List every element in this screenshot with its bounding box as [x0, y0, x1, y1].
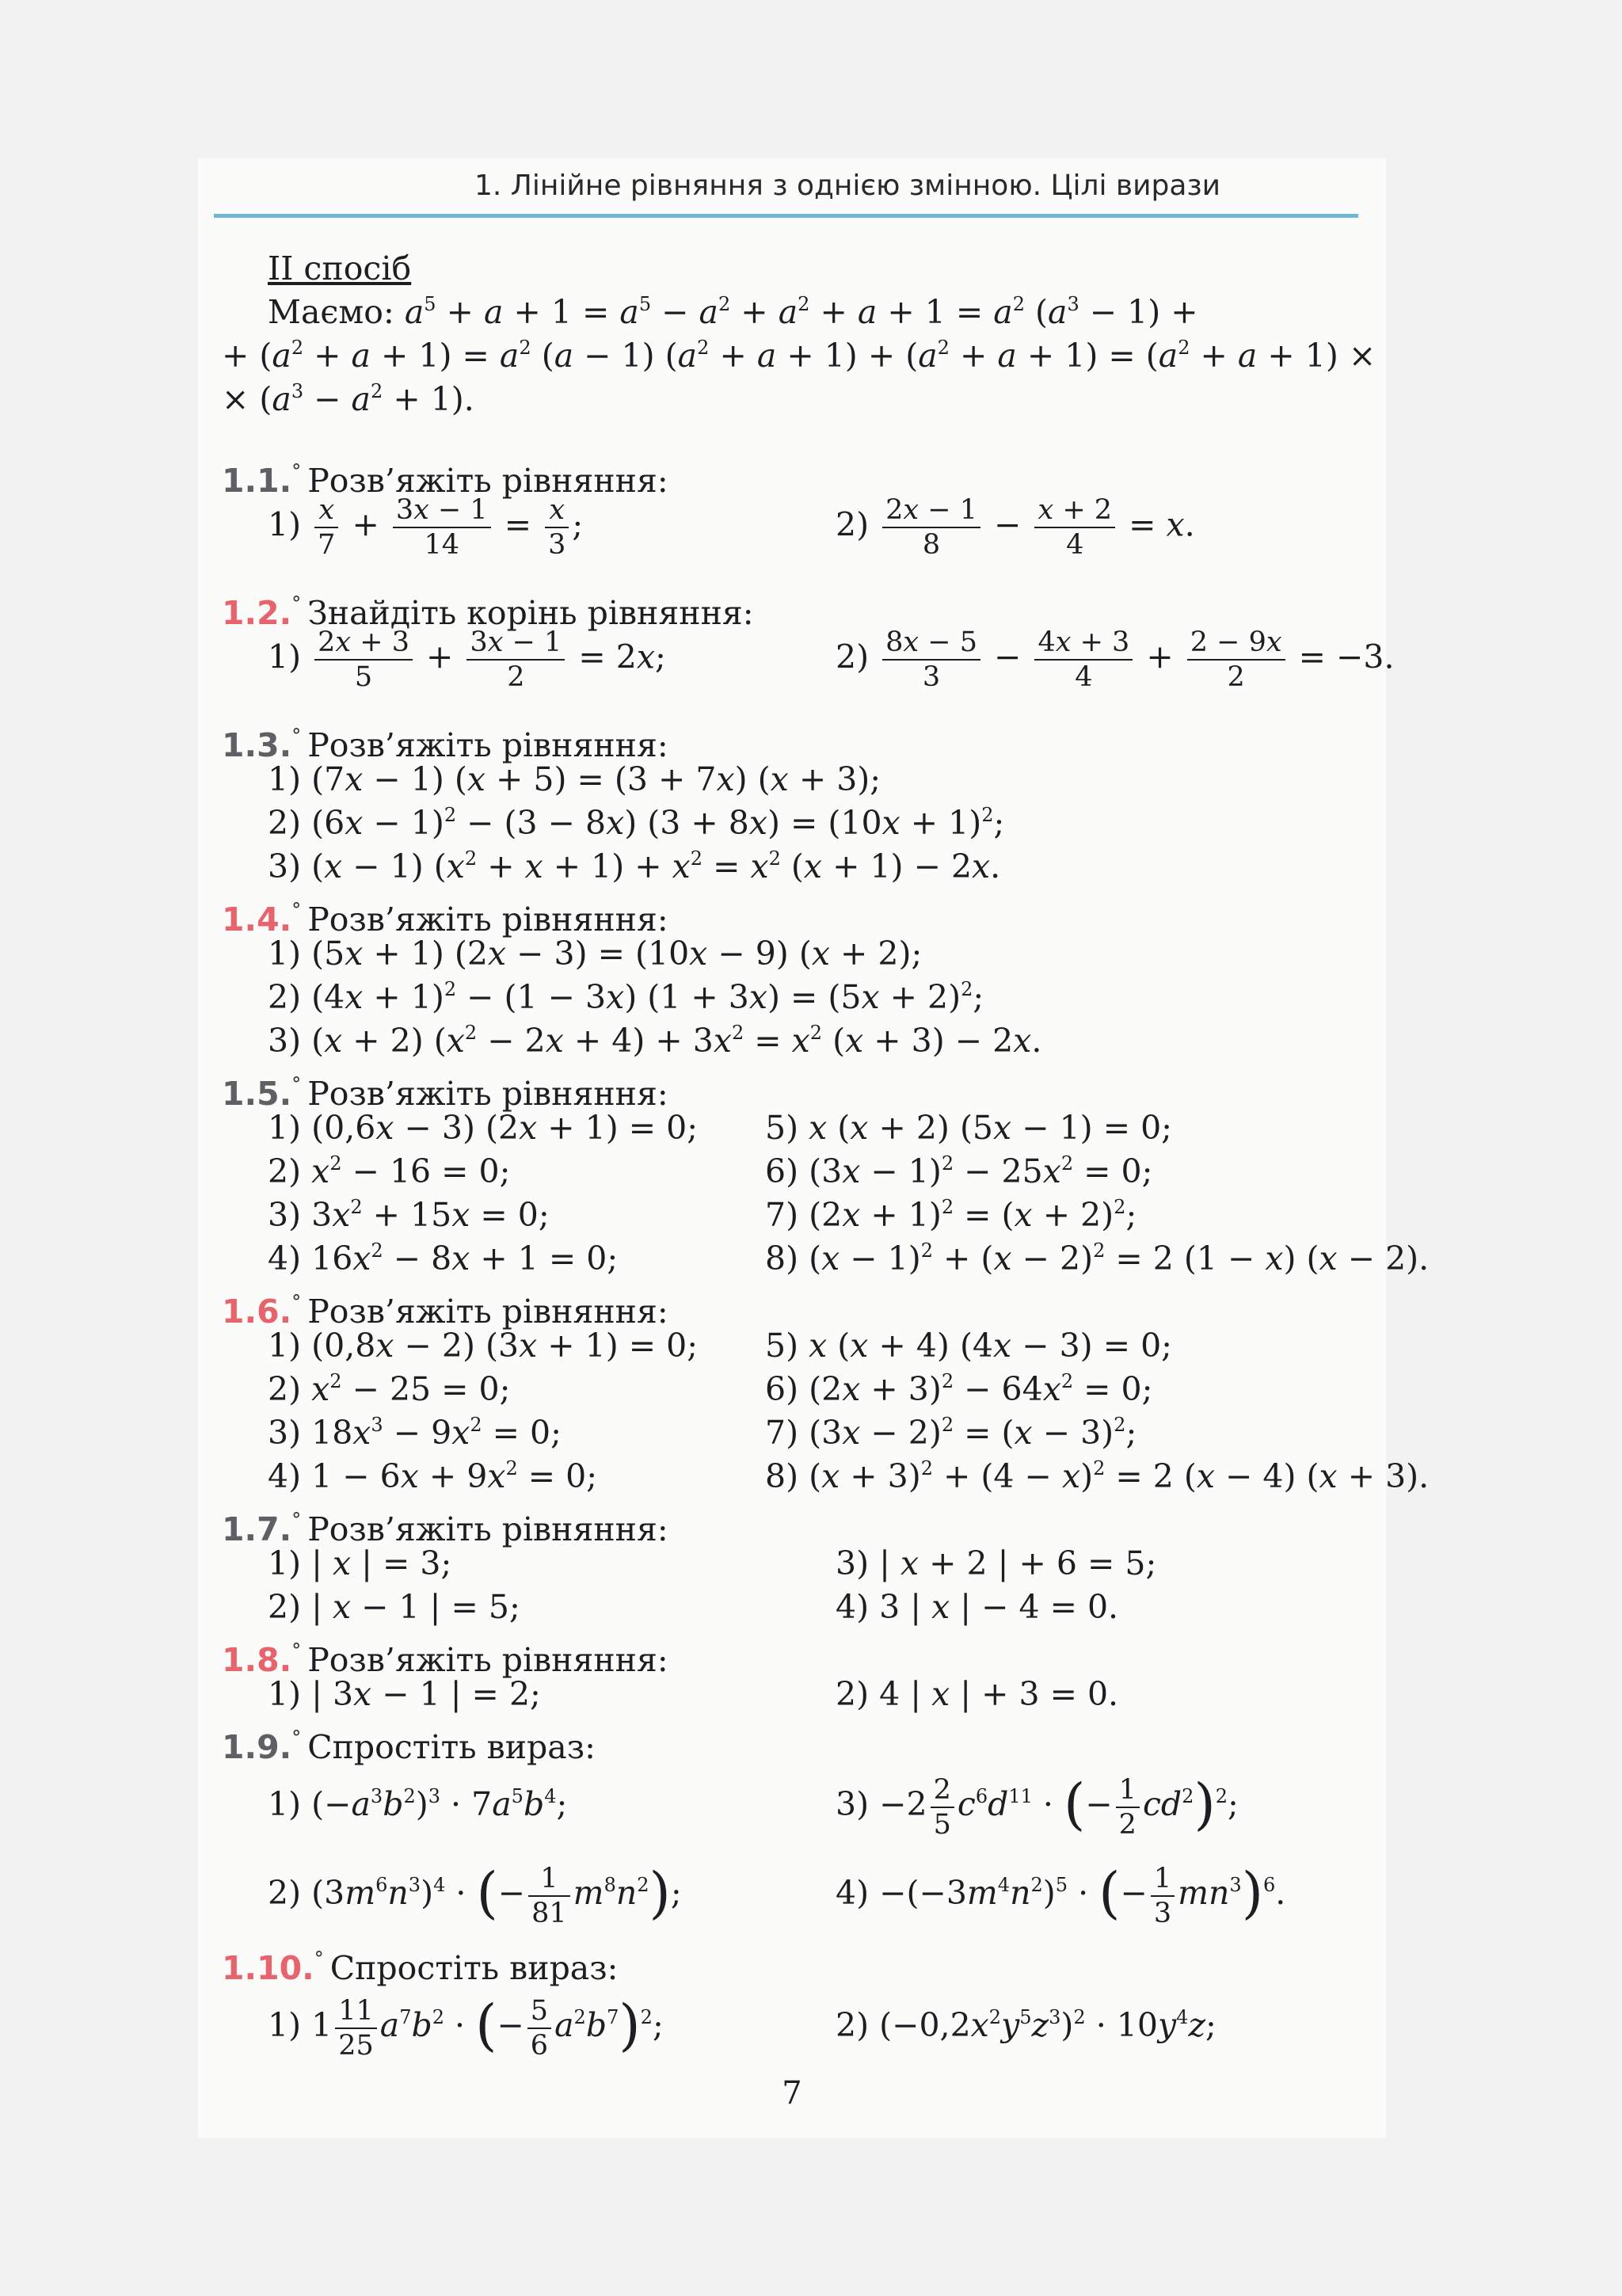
exercise-1-10: 1.10.° Спростіть вираз: [222, 1948, 619, 1987]
exercise-1-4: 1.4.° Розв’яжіть рівняння: [222, 899, 668, 939]
page-number: 7 [782, 2075, 802, 2111]
exercise-1-5: 1.5.° Розв’яжіть рівняння: [222, 1073, 668, 1113]
exercise-1-3-item-2: 2) $(6x - 1)^2 - (3 - 8x)$ $(3 + 8x) = (10x + 1)^2$; [268, 804, 1005, 842]
exercise-1-9: 1.9.° Спростіть вираз: [222, 1727, 596, 1766]
textbook-page [198, 158, 1430, 2138]
exercise-1-3-item-1: 1) (7x − 1) (x + 5) = (3 + 7x) (x + 3); [268, 760, 881, 798]
exercise-1-6-row-2: 2) $x^2 - 25 = 0$; 6) $(2x + 3)^2 - 64x^2 = 0$; [268, 1370, 1153, 1408]
method-line-2: + $(a^2 + a + 1) = a^2$ (a − 1) $(a^2 + a + 1) + (a^2 + a + 1) = (a^2 + a + 1)$ × [222, 337, 1376, 375]
exercise-1-3: 1.3.° Розв’яжіть рівняння: [222, 725, 668, 764]
exercise-1-5-row-4: 4) $16x^2 - 8x + 1 = 0$; 8) $(x - 1)^2 + (x - 2)^2 = 2$ (1 − x) (x − 2). [268, 1239, 1430, 1277]
exercise-1-1-items: 1) $\frac{x}{7}$ + $\frac{3x - 1}{14}$ = $\frac{x}{3}$ ; 2) $\frac{2x - 1}{8}$ − $\frac{x + 2}{4}$ = x. [268, 494, 1195, 561]
exercise-1-5-row-3: 3) $3x^2 + 15x = 0$; 7) $(2x + 1)^2 = (x + 2)^2$; [268, 1196, 1137, 1234]
exercise-1-5-row-2: 2) $x^2 - 16 = 0$; 6) $(3x - 1)^2 - 25x^2 = 0$; [268, 1152, 1153, 1190]
method-heading: II спосіб [268, 249, 412, 287]
exercise-1-7-row-1: 1) | x | = 3; 3) | x + 2 | + 6 = 5; [268, 1544, 1157, 1582]
exercise-1-7-row-2: 2) | x − 1 | = 5; 4) 3 | x | − 4 = 0. [268, 1588, 1119, 1626]
exercise-1-4-item-2: 2) $(4x + 1)^2 - (1 - 3x)$ $(1 + 3x) = (5x + 2)^2$; [268, 978, 984, 1016]
exercise-1-4-item-1: 1) (5x + 1) (2x − 3) = (10x − 9) (x + 2); [268, 935, 923, 973]
header-rule [214, 214, 1358, 218]
exercise-1-10-row-1: 1) 1 $\frac{11}{25}$ $a^7b^2$ · (− $\frac{5}{6}$ $a^2b^7)^2$; 2) $(-0,2x^2y^5z^3)^2 \cdot 10y^4z$; [268, 1993, 1216, 2062]
exercise-1-7: 1.7.° Розв’яжіть рівняння: [222, 1509, 668, 1548]
exercise-1-6: 1.6.° Розв’яжіть рівняння: [222, 1291, 668, 1331]
exercise-1-6-row-4: 4) $1 - 6x + 9x^2 = 0$; 8) $(x + 3)^2 + (4 - x)^2 = 2$ (x − 4) (x + 3). [268, 1457, 1430, 1495]
exercise-1-2-items: 1) $\frac{2x + 3}{5}$ + $\frac{3x - 1}{2}$ = 2x; 2) $\frac{8x - 5}{3}$ − $\frac{4x + 3}{4}$ + $\frac{2 - 9x}{2}$ = −3. [268, 626, 1395, 693]
exercise-1-9-row-1: 1) $(-a^3b^2)^3 \cdot 7a^5b^4$; 3) −2 $\frac{2}{5}$ $c^6d^{11}$ · (− $\frac{1}{2}$ $cd^2)^2$; [268, 1772, 1239, 1841]
page-content [222, 247, 1430, 2069]
exercise-1-8-row-1: 1) | 3x − 1 | = 2; 2) 4 | x | + 3 = 0. [268, 1675, 1119, 1713]
exercise-1-6-row-1: 1) (0,8x − 2) (3x + 1) = 0; 5) x (x + 4) (4x − 3) = 0; [268, 1327, 1172, 1365]
exercise-1-2: 1.2.° Знайдіть корінь рівняння: [222, 592, 754, 632]
page-header: 1. Лінійне рівняння з однією змінною. Цілі вирази [474, 169, 1220, 202]
exercise-1-5-row-1: 1) (0,6x − 3) (2x + 1) = 0; 5) x (x + 2) (5x − 1) = 0; [268, 1109, 1172, 1147]
exercise-1-3-item-3: 3) (x − 1) $(x^2 + x + 1) + x^2 = x^2$ (x + 1) − 2x. [268, 847, 1001, 885]
exercise-1-8: 1.8.° Розв’яжіть рівняння: [222, 1639, 668, 1679]
exercise-1-4-item-3: 3) (x + 2) $(x^2 - 2x + 4) + 3x^2 = x^2$ (x + 3) − 2x. [268, 1022, 1042, 1060]
exercise-1-9-row-2: 2) $(3m^6n^3)^4$ · (− $\frac{1}{81}$ $m^8n^2$); $4) -(-3m^4n^2)^5$ · (− $\frac{1}{3}$ $mn^3)^6$. [268, 1860, 1286, 1929]
method-line-3: × $(a^3 - a^2 + 1)$. [222, 380, 474, 418]
exercise-1-1: 1.1.° Розв’яжіть рівняння: [222, 460, 668, 500]
method-line-1: Маємо: $a^5 + a + 1 = a^5 - a^2 + a^2 + a + 1 = a^2$ $(a^3 - 1)$ + [268, 293, 1198, 331]
exercise-1-6-row-3: 3) $18x^3 - 9x^2 = 0$; 7) $(3x - 2)^2 = (x - 3)^2$; [268, 1414, 1137, 1452]
